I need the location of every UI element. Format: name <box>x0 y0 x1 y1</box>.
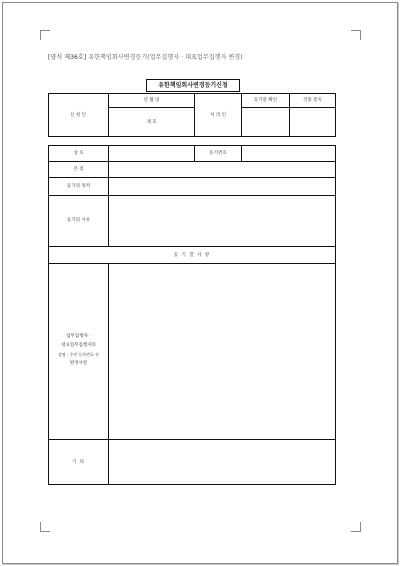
registry-purpose-input[interactable] <box>108 177 336 196</box>
head-office-label: 본 점 <box>73 167 84 172</box>
form-number: [양식 제36호] <box>48 54 87 61</box>
notice-blank[interactable] <box>289 107 336 137</box>
register-entry-label: 등기관 확인 <box>253 98 278 103</box>
registry-purpose-label: 등기의 목적 <box>66 184 91 189</box>
executives-input[interactable] <box>108 263 336 440</box>
handler-label: 처 리 인 <box>210 113 226 118</box>
crop-mark-top-right <box>351 30 361 40</box>
executives-label-line4: 변경사항 <box>69 361 88 366</box>
registration-number-label: 등기번호 <box>209 151 227 156</box>
registration-number-input[interactable] <box>241 145 336 162</box>
head-office-input[interactable] <box>108 161 336 178</box>
notice-label: 각종 통지 <box>303 98 322 103</box>
date-label: 년 월 일 <box>143 98 160 103</box>
registry-cause-input[interactable] <box>108 195 336 247</box>
matters-section-title: 등 기 할 사 항 <box>173 253 211 258</box>
crop-mark-top-left <box>40 30 50 40</box>
other-label: 기 타 <box>71 460 86 465</box>
crop-mark-bottom-left <box>40 522 50 532</box>
executives-label-line1: 업무집행자 · <box>66 334 91 339</box>
crop-mark-bottom-right <box>351 522 361 532</box>
form-header <box>48 52 243 61</box>
receipt-number-label: 제 호 <box>146 120 157 125</box>
registry-cause-label: 등기의 사유 <box>66 218 91 223</box>
executives-label-line2: 대표업무집행자의 <box>61 343 96 348</box>
trade-name-label: 상 호 <box>73 151 84 156</box>
executives-label-line3: 성명 · 주민 등록번호 등 <box>57 352 100 357</box>
form-title: 유한책임회사변경등기신청 <box>146 79 240 92</box>
form-subtitle: 유한책임회사변경등기(업무집행자 · 대표업무집행자 변경) <box>88 54 243 61</box>
register-entry-blank[interactable] <box>241 107 290 137</box>
applicant-label: 신 청 인 <box>70 113 86 118</box>
other-input[interactable] <box>108 439 336 485</box>
trade-name-input[interactable] <box>108 145 195 162</box>
